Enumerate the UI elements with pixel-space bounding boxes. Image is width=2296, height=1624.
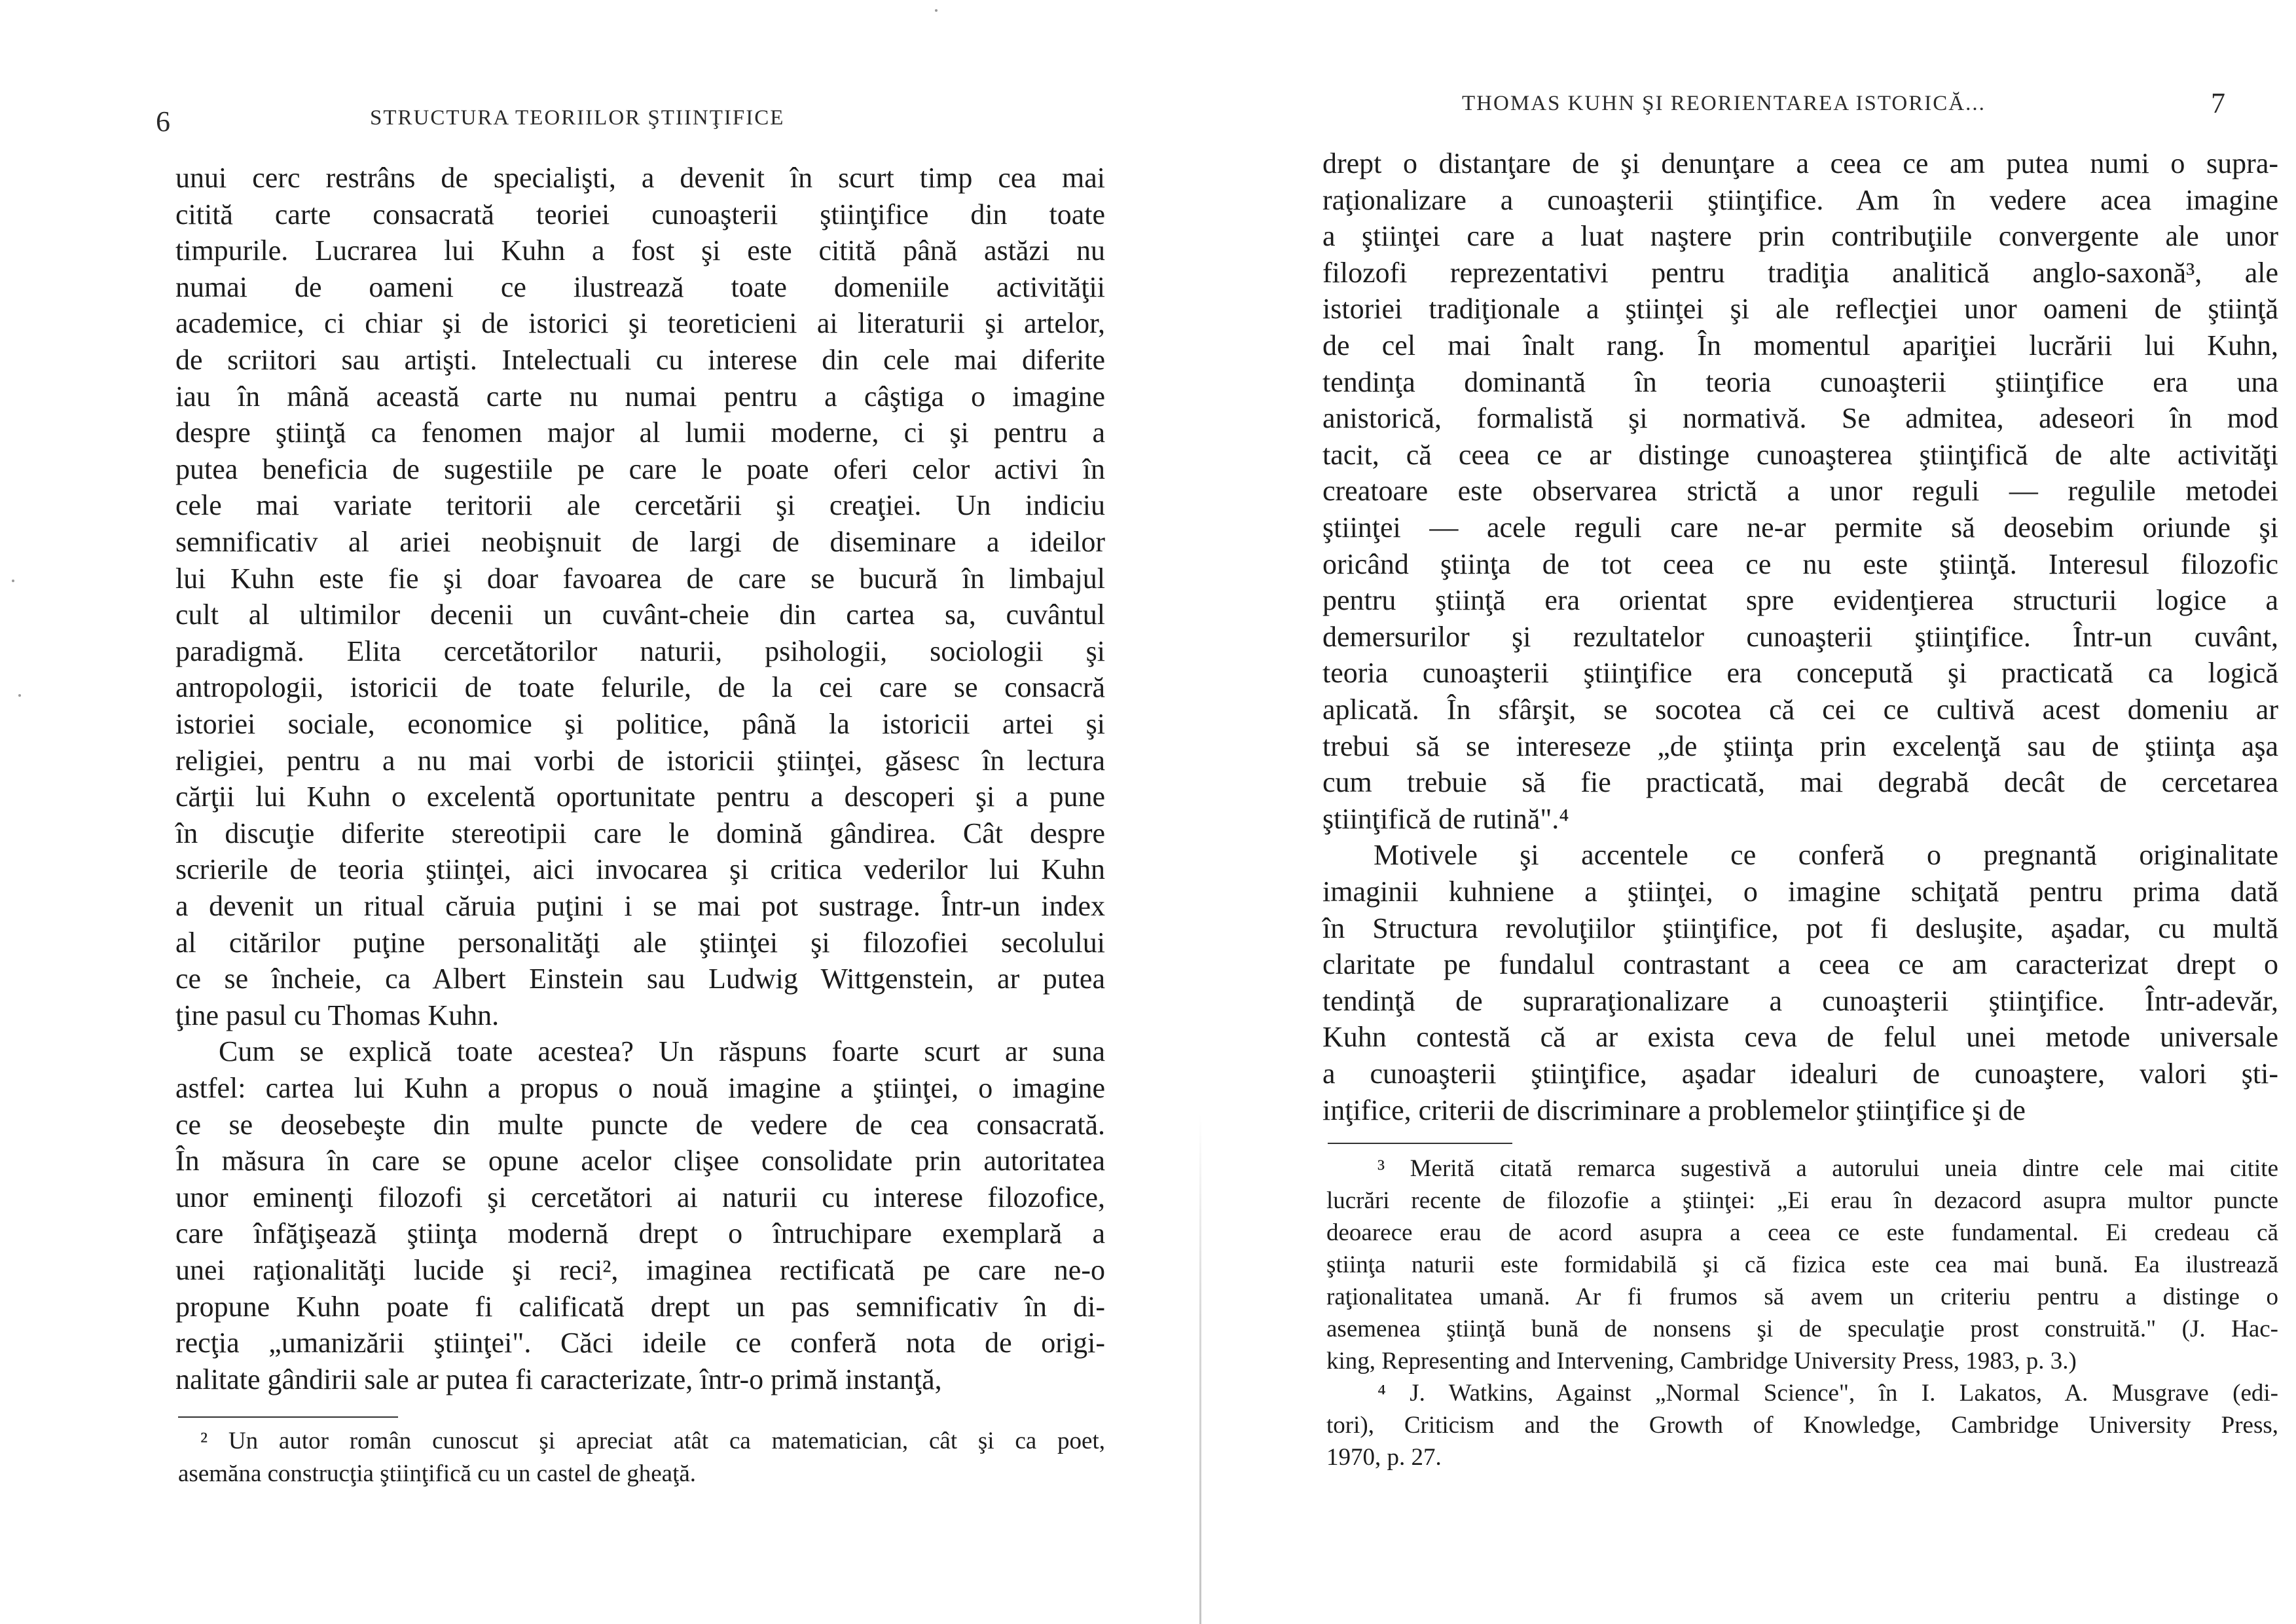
text-line: tendinţă de supraraţionalizare a cunoaşterii ştiinţifice. Într-adevăr, [1322,984,2278,1017]
footnote-line: raţionalitatea umană. Ar fi frumos să avem un criteriu pentru a distinge o [1326,1283,2278,1310]
text-line: religiei, pentru a nu mai vorbi de istoricii ştiinţei, găsesc în lectura [175,744,1105,777]
text-line: de scriitori sau artişti. Intelectuali cu interese din cele mai diferite [175,344,1105,376]
text-line: putea beneficia de sugestiile pe care le poate oferi celor activi în [175,452,1105,485]
text-line: de cel mai înalt rang. În momentul apariţiei lucrării lui Kuhn, [1322,329,2278,361]
text-line: demersurilor şi rezultatelor cunoaşterii ştiinţifice. Într-un cuvânt, [1322,620,2278,653]
text-line: inţifice, criterii de discriminare a problemelor ştiinţifice şi de [1322,1094,2026,1126]
text-line: Motivele şi accentele ce conferă o pregnantă originalitate [1374,839,2278,872]
page-number: 7 [2211,87,2225,119]
text-line: tacit, că ceea ce ar distinge cunoaşterea ştiinţifică de alte activităţi [1322,438,2278,471]
text-line: despre ştiinţă ca fenomen major al lumii moderne, ci şi pentru a [175,416,1105,449]
running-header: THOMAS KUHN ŞI REORIENTAREA ISTORICĂ... [1462,92,1986,115]
footnote-line: tori), Criticism and the Growth of Knowledge, Cambridge University Press, [1326,1412,2278,1439]
text-line: ce se deosebeşte din multe puncte de vedere de cea consacrată. [175,1108,1105,1141]
book-gutter-shadow [1199,1113,1201,1624]
text-line: iau în mână această carte nu numai pentru a câştiga o imagine [175,380,1105,413]
footnote-line: ³ Merită citată remarca sugestivă a autorului uneia dintre cele mai citite [1377,1155,2278,1182]
text-line: unui cerc restrâns de specialişti, a devenit în scurt timp cea mai [175,162,1105,194]
text-line: cele mai variate teritorii ale cercetării şi creaţiei. Un indiciu [175,489,1105,522]
text-line: filozofi reprezentativi pentru tradiţia analitică anglo-saxonă³, ale [1322,256,2278,289]
footnote-line: asemăna construcţia ştiinţifică cu un castel de gheaţă. [178,1460,697,1487]
text-line: trebui să se intereseze „de ştiinţa prin excelenţă sau de ştiinţa aşa [1322,729,2278,762]
text-line: cult al ultimilor decenii un cuvânt-cheie din cartea sa, cuvântul [175,599,1105,631]
footnote-rule [178,1416,398,1418]
text-line: istoriei tradiţionale a ştiinţei şi ale reflecţiei unor oameni de ştiinţă [1322,293,2278,325]
text-line: istoriei sociale, economice şi politice, până la istoricii artei şi [175,708,1105,740]
text-line: lui Kuhn este fie şi doar favoarea de care se bucură în limbajul [175,562,1105,595]
page-number: 6 [156,105,170,138]
footnote-line: ştiinţa naturii este formidabilă şi că fizica este cea mai bună. Ea ilustrează [1326,1251,2278,1278]
text-line: ştiinţifică de rutină".⁴ [1322,802,1569,835]
scan-speck [18,694,21,697]
text-line: oricând ştiinţa de tot ceea ce nu este ştiinţă. Interesul filozofic [1322,547,2278,580]
text-line: Cum se explică toate acestea? Un răspuns foarte scurt ar suna [219,1035,1105,1068]
text-line: În măsura în care se opune acelor clişee consolidate prin autoritatea [175,1145,1105,1177]
running-header: STRUCTURA TEORIILOR ŞTIINŢIFICE [370,106,785,130]
footnote-line: 1970, p. 27. [1326,1444,1442,1471]
text-line: cărţii lui Kuhn o excelentă oportunitate pentru a descoperi şi a pune [175,781,1105,813]
text-line: teoria cunoaşterii ştiinţifice era concepută şi practicată ca logică [1322,657,2278,690]
text-line: claritate pe fundalul contrastant a ceea ce am caracterizat drept o [1322,948,2278,981]
text-line: cum trebuie să fie practicată, mai degrabă decât de cercetarea [1322,766,2278,799]
text-line: astfel: cartea lui Kuhn a propus o nouă imagine a ştiinţei, o imagine [175,1072,1105,1104]
footnote-rule [1328,1143,1512,1144]
text-line: academice, ci chiar şi de istorici şi teoreticieni ai literaturii şi artelor, [175,307,1105,340]
text-line: recţia „umanizării ştiinţei". Căci ideile ce conferă nota de origi- [175,1327,1105,1359]
text-line: propune Kuhn poate fi calificată drept un pas semnificativ în di- [175,1290,1105,1323]
text-line: ce se încheie, ca Albert Einstein sau Ludwig Wittgenstein, ar putea [175,963,1105,995]
footnote-line: asemenea ştiinţă bună de nonsens şi de speculaţie prost construită." (J. Hac- [1326,1316,2278,1342]
text-line: al citărilor puţine personalităţi ale ştiinţei şi filozofiei secolului [175,926,1105,959]
text-line: unor eminenţi filozofi şi cercetători ai naturii cu interese filozofice, [175,1181,1105,1213]
footnote-line: lucrări recente de filozofie a ştiinţei: „Ei erau în dezacord asupra multor puncte [1326,1187,2278,1214]
text-line: anistorică, formalistă şi normativă. Se admitea, adeseori în mod [1322,402,2278,435]
text-line: în Structura revoluţiilor ştiinţifice, pot fi desluşite, aşadar, cu multă [1322,912,2278,944]
text-line: a cunoaşterii ştiinţifice, aşadar idealuri de cunoaştere, valori şti- [1322,1058,2278,1090]
text-line: paradigmă. Elita cercetătorilor naturii, psihologii, sociologii şi [175,635,1105,667]
footnote-line: king, Representing and Intervening, Cambridge University Press, 1983, p. 3.) [1326,1348,2077,1375]
footnote-line: ⁴ J. Watkins, Against „Normal Science", în I. Lakatos, A. Musgrave (edi- [1377,1380,2278,1407]
text-line: drept o distanţare de şi denunţare a ceea ce am putea numi o supra- [1322,147,2278,179]
text-line: raţionalizare a cunoaşterii ştiinţifice. Am în vedere acea imagine [1322,183,2278,216]
text-line: pentru ştiinţă era orientat spre evidenţierea structurii logice a [1322,584,2278,617]
text-line: a devenit un ritual căruia puţini i se mai pot sustrage. Într-un index [175,890,1105,922]
text-line: creatoare este observarea strictă a unor reguli — regulile metodei [1322,475,2278,507]
text-line: în discuţie diferite stereotipii care le domină gândirea. Cât despre [175,817,1105,849]
text-line: scrierile de teoria ştiinţei, aici invocarea şi critica vederilor lui Kuhn [175,853,1105,886]
text-line: antropologii, istoricii de toate felurile, de la cei care se consacră [175,671,1105,704]
scan-speck [12,580,14,582]
text-line: aplicată. În sfârşit, se socotea că cei ce cultivă acest domeniu ar [1322,693,2278,726]
text-line: semnificativ al ariei neobişnuit de largi de diseminare a ideilor [175,526,1105,558]
text-line: ţine pasul cu Thomas Kuhn. [175,999,500,1031]
footnote-line: deoarece erau de acord asupra a ceea ce este fundamental. Ei credeau că [1326,1219,2278,1246]
text-line: ştiinţei — acele reguli care ne-ar permite să deosebim oriunde şi [1322,511,2278,544]
text-line: numai de oameni ce ilustrează toate domeniile activităţii [175,270,1105,303]
footnote-line: ² Un autor român cunoscut şi apreciat atât ca matematician, cât şi ca poet, [200,1428,1105,1454]
text-line: tendinţa dominantă în teoria cunoaşterii ştiinţifice era una [1322,365,2278,398]
scan-speck [935,9,938,12]
text-line: timpurile. Lucrarea lui Kuhn a fost şi este citită până astăzi nu [175,234,1105,267]
text-line: a ştiinţei care a luat naştere prin contribuţiile convergente ale unor [1322,220,2278,253]
text-line: citită carte consacrată teoriei cunoaşterii ştiinţifice din toate [175,198,1105,231]
text-line: care înfăţişează ştiinţa modernă drept o întruchipare exemplară a [175,1217,1105,1250]
text-line: nalitate gândirii sale ar putea fi caracterizate, într-o primă instanţă, [175,1363,942,1395]
text-line: unei raţionalităţi lucide şi reci², imaginea rectificată pe care ne-o [175,1254,1105,1286]
text-line: Kuhn contestă că ar exista ceva de felul unei metode universale [1322,1021,2278,1054]
text-line: imaginii kuhniene a ştiinţei, o imagine schiţată pentru prima dată [1322,876,2278,908]
